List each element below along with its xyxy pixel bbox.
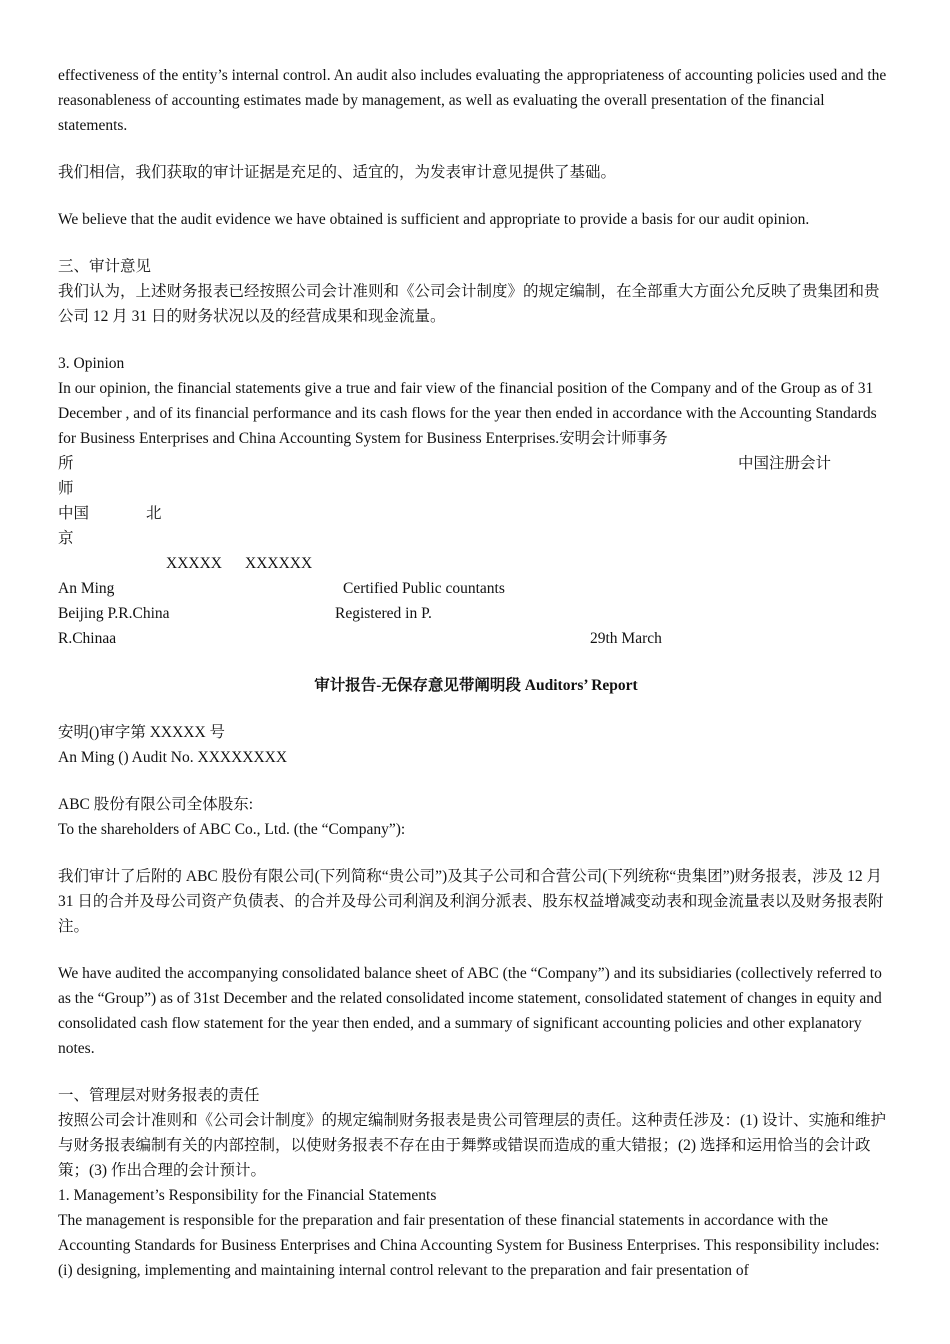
opinion-heading-cn: 三、审计意见 — [58, 258, 152, 275]
mgmt-heading-en: 1. Management’s Responsibility for the Financial Statements — [58, 1187, 437, 1204]
signature-row-7 — [58, 601, 894, 626]
cpa-title-cn: 中国注册会计 — [738, 455, 832, 472]
cpa-title-en: Certified Public countants — [343, 580, 505, 597]
signature-row-8 — [58, 626, 894, 651]
location-beijing-cn-cont: 京 — [58, 530, 74, 547]
firm-name-en: An Ming — [58, 580, 115, 597]
location-beijing-cn: 北 — [146, 505, 162, 522]
report-reference-cn: 安明()审字第 XXXXX 号 — [58, 724, 226, 741]
mgmt-body-cn: 按照公司会计准则和《公司会计制度》的规定编制财务报表是贵公司管理层的责任。这种责任涉及：(1) 设计、实施和维护与财务报表编制有关的内部控制，以使财务报表不存在由于舞弊或错误而造成的重大错报；(2) 选择和运用恰当的会计政策；(3) 作出合理的会计预计。 — [58, 1112, 886, 1179]
intro-paragraph-cn: 我们审计了后附的 ABC 股份有限公司(下列简称“贵公司”)及其子公司和合营公司(下列统称“贵集团”)财务报表，涉及 12 月 31 日的合并及母公司资产负债表、的合并及母公司利润及利润分派表、股东权益增减变动表和现金流量表以及财务报表附注。 — [58, 868, 884, 935]
signature-row-5 — [58, 551, 894, 576]
firm-name-cn: 安明会计师事务 — [559, 430, 668, 447]
signature-row-6 — [58, 576, 894, 601]
signature-row-2 — [58, 476, 894, 501]
addressee-cn: ABC 股份有限公司全体股东: — [58, 796, 254, 813]
signatory-name-1: XXXXX — [166, 555, 222, 572]
paragraph-internal-control: effectiveness of the entity’s internal control. An audit also includes evaluating the appropriateness of accounting policies used and the reasonableness of accounting estimates made by management, as well as evaluating the overall presentation of the financial statements. — [58, 67, 887, 134]
opinion-body-en: In our opinion, the financial statements give a true and fair view of the financial position of the Company and of the Group as of 31 December , and of its financial performance and its cash flows for the year then ended in accordance with the Accounting Standards for Business Enterprises and China Accounting System for Business Enterprises.安明会计师事务 — [58, 380, 877, 447]
location-china-cn: 中国 — [58, 505, 90, 522]
signatory-name-2: XXXXXX — [245, 555, 313, 572]
firm-name-cn-cont: 所 — [58, 455, 74, 472]
report-title: 审计报告-无保存意见带阐明段 Auditors’ Report — [314, 677, 638, 694]
cpa-title-cn-cont: 师 — [58, 480, 74, 497]
signature-row-4 — [58, 526, 894, 551]
intro-paragraph-en: We have audited the accompanying consolidated balance sheet of ABC (the “Company”) and its subsidiaries (collectively referred to as the “Group”) as of 31st December and the related consolidated income statement, consolidated statement of changes in equity and consolidated cash flow statement for the year then ended, and a summary of significant accounting policies and other explanatory notes. — [58, 965, 882, 1057]
document-page — [58, 63, 894, 1283]
signature-row-3 — [58, 501, 894, 526]
mgmt-body-en: The management is responsible for the preparation and fair presentation of these financial statements in accordance with the Accounting Standards for Business Enterprises and China Accounting System for Business Enterprises. This responsibility includes: (i) designing, implementing and maintaining internal control relevant to the preparation and fair presentation of — [58, 1212, 880, 1279]
paragraph-audit-evidence-cn: 我们相信，我们获取的审计证据是充足的、适宜的，为发表审计意见提供了基础。 — [58, 164, 617, 181]
report-reference-en: An Ming () Audit No. XXXXXXXX — [58, 749, 288, 766]
report-date-en: 29th March — [590, 630, 662, 647]
mgmt-heading-cn: 一、管理层对财务报表的责任 — [58, 1087, 260, 1104]
addressee-en: To the shareholders of ABC Co., Ltd. (the “Company”): — [58, 821, 406, 838]
location-en: Beijing P.R.China — [58, 605, 170, 622]
opinion-heading-en: 3. Opinion — [58, 355, 125, 372]
paragraph-audit-evidence-en: We believe that the audit evidence we have obtained is sufficient and appropriate to provide a basis for our audit opinion. — [58, 211, 810, 228]
signature-row-1 — [58, 451, 894, 476]
registered-en-cont: R.Chinaa — [58, 630, 117, 647]
opinion-body-cn: 我们认为，上述财务报表已经按照公司会计准则和《公司会计制度》的规定编制，在全部重大方面公允反映了贵集团和贵公司 12 月 31 日的财务状况以及的经营成果和现金流量。 — [58, 283, 880, 325]
registered-en: Registered in P. — [335, 605, 432, 622]
